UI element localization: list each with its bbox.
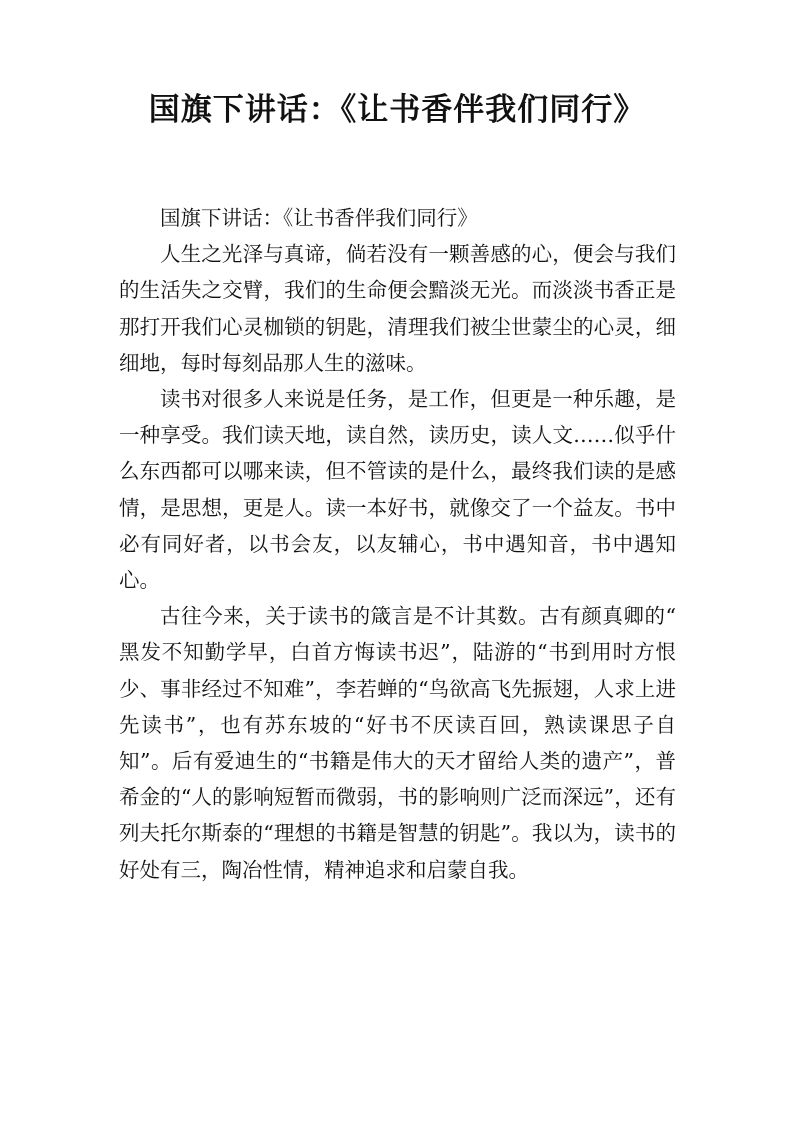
paragraph: 人生之光泽与真谛，倘若没有一颗善感的心，便会与我们的生活失之交臂，我们的生命便会黯淡无光。而淡淡书香正是那打开我们心灵枷锁的钥匙，清理我们被尘世蒙尘的心灵，细细地，每时每刻品那人生的滋味。 (119, 242, 676, 375)
paragraph: 古往今来，关于读书的箴言是不计其数。古有颜真卿的“ 黑发不知勤学早，白首方悔读书迟”，陆游的“书到用时方恨少、事非经过不知难”，李若蝉的“鸟欲高飞先振翅，人求上进先读书”，也有苏东坡的“好书不厌读百回，熟读课思子自知”。后有爱迪生的“书籍是伟大的天才留给人类的遗产”，普希金的“人的影响短暂而微弱，书的影响则广泛而深远”，还有列夫托尔斯泰的“理想的书籍是智慧的钥匙”。我以为，读书的好处有三，陶冶性情，精神追求和启蒙自我。 (119, 604, 676, 882)
paragraph: 读书对很多人来说是任务，是工作，但更是一种乐趣，是一种享受。我们读天地，读自然，读历史，读人文……似乎什么东西都可以哪来读，但不管读的是什么，最终我们读的是感情，是思想，更是人。读一本好书，就像交了一个益友。书中必有同好者，以书会友，以友辅心，书中遇知音，书中遇知心。 (119, 387, 676, 593)
document-body (119, 200, 676, 888)
document-title: 国旗下讲话：《让书香伴我们同行》 (148, 92, 646, 128)
paragraph-subtitle: 国旗下讲话：《让书香伴我们同行》 (160, 206, 478, 230)
